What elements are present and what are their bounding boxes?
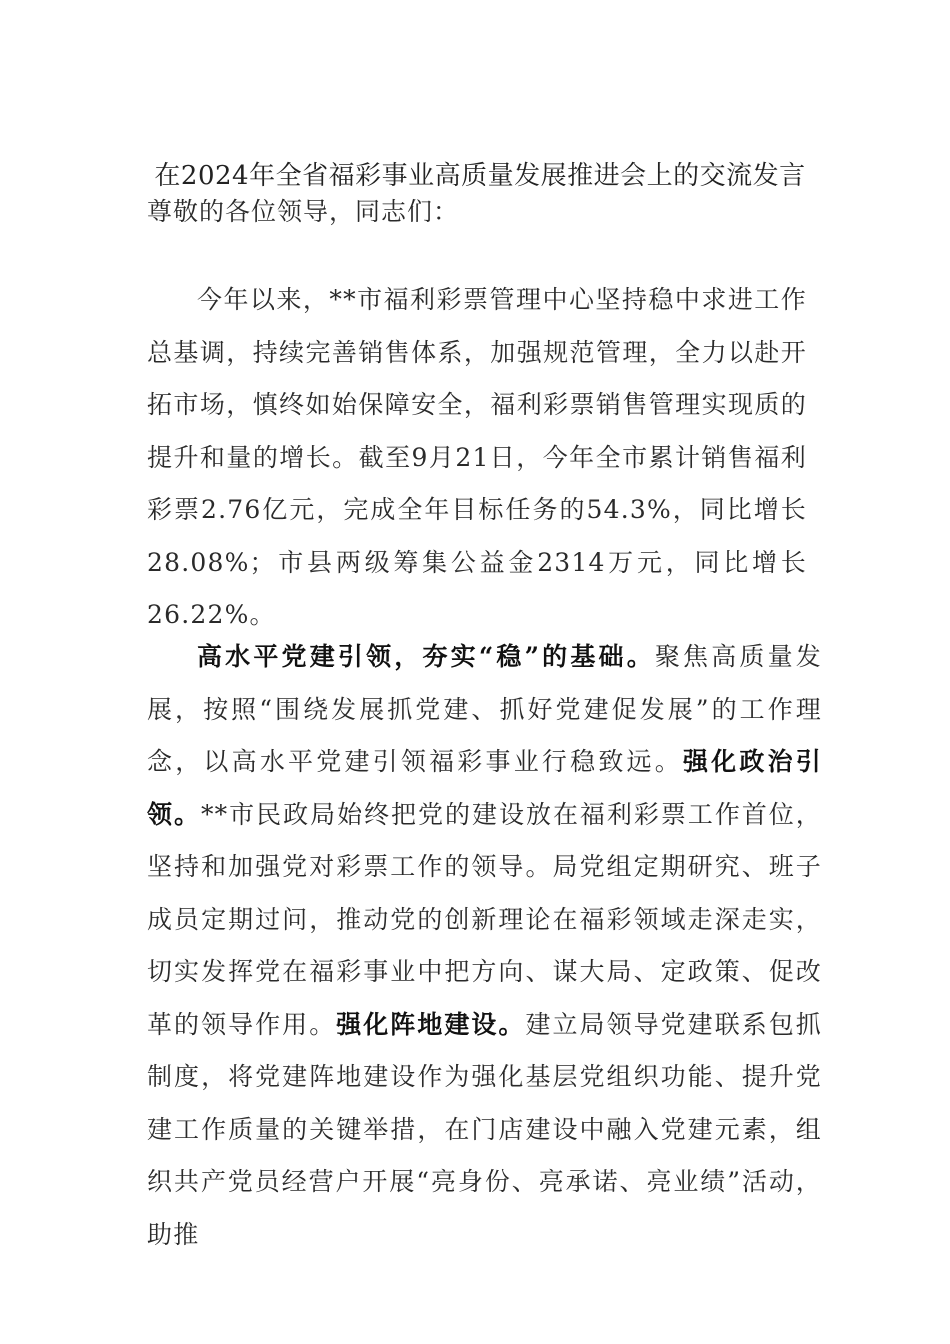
paragraph-party-building bbox=[147, 631, 822, 1261]
paragraph-text: **市民政局始终把党的建设放在福利彩票工作首位，坚持和加强党对彩票工作的领导。局党组定期研究、班子成员定期过问，推动党的创新理论在福彩领域走深走实，切实发挥党在福彩事业中把方向、谋大局、定政策、促改革的领导作用。 bbox=[147, 799, 822, 1039]
paragraph-text: 聚焦高质量发展，按照“围绕发展抓党建、抓好党建促发展”的工作理念，以高水平党建引领福彩事业行稳致远。 bbox=[147, 642, 822, 776]
section-heading: 高水平党建引领，夯实“稳”的基础。 bbox=[197, 642, 655, 671]
document-title: 在2024年全省福彩事业高质量发展推进会上的交流发言 bbox=[154, 161, 806, 191]
paragraph-intro: 今年以来，**市福利彩票管理中心坚持稳中求进工作总基调，持续完善销售体系，加强规范管理，全力以赴开拓市场，慎终如始保障安全，福利彩票销售管理实现质的提升和量的增长。截至9月21日，今年全市累计销售福利彩票2.76亿元，完成全年目标任务的54.3%，同比增长28.08%；市县两级筹集公益金2314万元，同比增长26.22%。 bbox=[147, 285, 807, 629]
sub-heading-political: 强化政治引领。 bbox=[147, 747, 822, 829]
salutation: 尊敬的各位领导，同志们： bbox=[147, 197, 460, 226]
sub-heading-position: 强化阵地建设。 bbox=[336, 1009, 526, 1039]
paragraph-text: 建立局领导党建联系包抓制度，将党建阵地建设作为强化基层党组织功能、提升党建工作质量的关键举措，在门店建设中融入党建元素，组织共产党员经营户开展“亮身份、亮承诺、亮业绩”活动，助推 bbox=[147, 1009, 822, 1249]
